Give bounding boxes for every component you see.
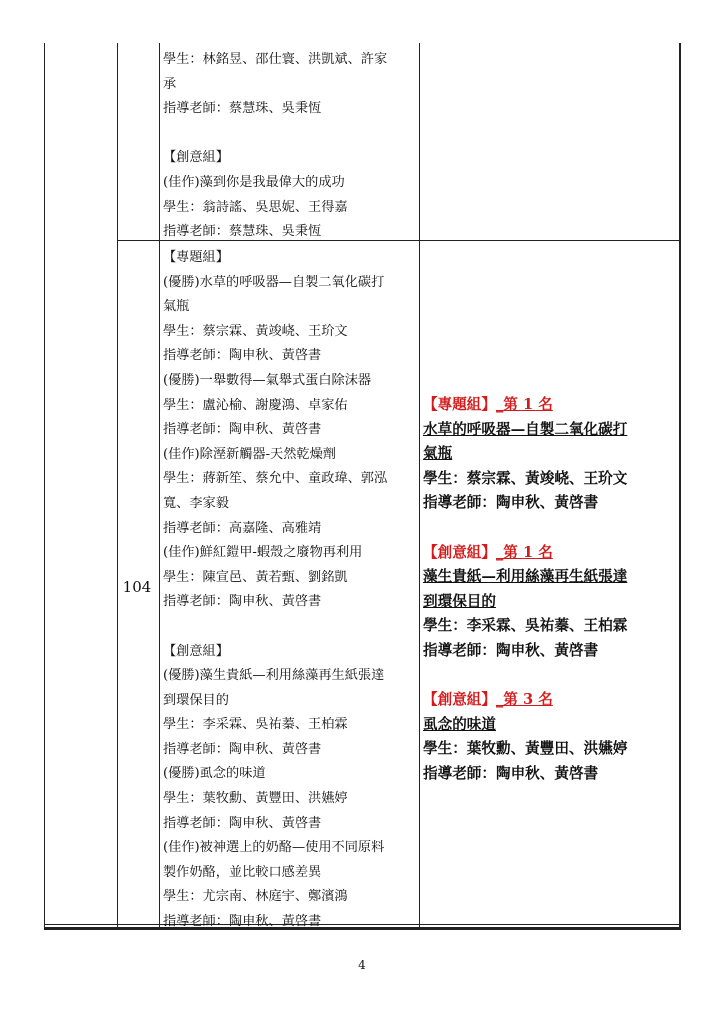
entry-line: 指導老師：陶申秋、黃啓書 [163,914,322,930]
main-row-entries [163,246,419,935]
entry-line: 指導老師：蔡慧珠、吳秉恆 [163,224,322,240]
entry-line: 指導老師：陶申秋、黃啓書 [163,741,322,757]
entry-line: 學生：翁詩謠、吳思妮、王得嘉 [163,199,348,215]
result-teachers: 指導老師：陶申秋、黃啓書 [423,641,599,659]
column-divider [159,43,160,927]
entry-line: (佳作)藻到你是我最偉大的成功 [163,174,345,190]
entry-line: 學生：蔡宗霖、黃竣峣、王玠文 [163,323,348,339]
results-column [423,393,681,787]
column-divider [117,43,118,927]
result-title-line: 氣瓶 [423,445,453,463]
entry-line: (優勝)水草的呼吸器—自製二氧化碳打 [163,274,385,290]
entry-line: 學生：盧沁榆、謝慶鴻、卓家佑 [163,397,348,413]
entry-line: 【專題組】 [163,250,229,265]
entry-line: 製作奶酪，並比較口感差異 [163,864,322,880]
entry-line: (優勝)藻生貴紙—利用絲藻再生紙張達 [163,668,385,684]
result-students: 學生：葉牧勳、黃豐田、洪嬿婷 [423,740,628,758]
entry-line: 指導老師：陶申秋、黃啓書 [163,348,322,364]
result-title-line: 虱念的味道 [423,715,496,733]
entry-line: (佳作)除溼新觸器-天然乾燥劑 [163,446,336,462]
entry-line: 學生：葉牧勳、黃豐田、洪嬿婷 [163,791,348,807]
entry-line: (優勝)一舉數得—氣舉式蛋白除沫器 [163,372,372,388]
entry-line: 指導老師：陶申秋、黃啓書 [163,422,322,438]
result-heading: 【專題組】_第 1 名 [423,396,553,413]
year-label: 104 [122,578,152,596]
entry-line: 氣瓶 [163,299,190,315]
entry-line: (佳作)鮮紅鎧甲-蝦殼之廢物再利用 [163,545,363,561]
entry-line: 指導老師：陶申秋、黃啓書 [163,594,322,610]
entry-line: 【創意組】 [163,150,229,166]
entry-line: 到環保目的 [163,692,229,708]
page-number: 4 [358,958,366,972]
column-divider [419,43,420,927]
result-heading: 【創意組】_第 1 名 [423,543,553,561]
entry-line: (優勝)虱念的味道 [163,766,266,782]
entry-line: 學生：林銘昱、邵仕寰、洪凱斌、許家 [163,52,388,67]
entry-line [163,615,419,640]
entry-line: 指導老師：高嘉隆、高雅靖 [163,520,322,536]
entry-line: 承 [163,76,177,92]
entry-line: 學生：陳宣邑、黃若甄、劉銘凱 [163,569,348,585]
result-teachers: 指導老師：陶申秋、黃啓書 [423,764,599,782]
entry-line: 學生：李采霖、吳祐蓁、王柏霖 [163,717,348,733]
entry-line: 指導老師：蔡慧珠、吳秉恆 [163,101,322,117]
result-title-line: 水草的呼吸器—自製二氧化碳打 [423,420,628,438]
entry-line [163,122,419,147]
entry-line: 寬、李家毅 [163,495,229,511]
result-title-line: 藻生貴紙—利用絲藻再生紙張達 [423,568,628,586]
result-students: 學生：李采霖、吳祐蓁、王柏霖 [423,617,628,635]
entry-line: 【創意組】 [163,643,229,659]
awards-table [44,43,681,930]
entry-line: 指導老師：陶申秋、黃啓書 [163,815,322,831]
top-row-entries [163,48,419,245]
result-students: 學生：蔡宗霖、黃竣峣、王玠文 [423,469,628,487]
result-heading: 【創意組】_第 3 名 [423,691,553,709]
entry-line: (佳作)被神選上的奶酪—使用不同原料 [163,840,385,856]
result-title-line: 到環保目的 [423,592,496,610]
result-teachers: 指導老師：陶申秋、黃啓書 [423,494,599,512]
entry-line: 學生：尤宗南、林庭宇、鄭濱鴻 [163,889,348,905]
entry-line: 學生：蔣新笙、蔡允中、童政瑋、郭泓 [163,471,388,487]
